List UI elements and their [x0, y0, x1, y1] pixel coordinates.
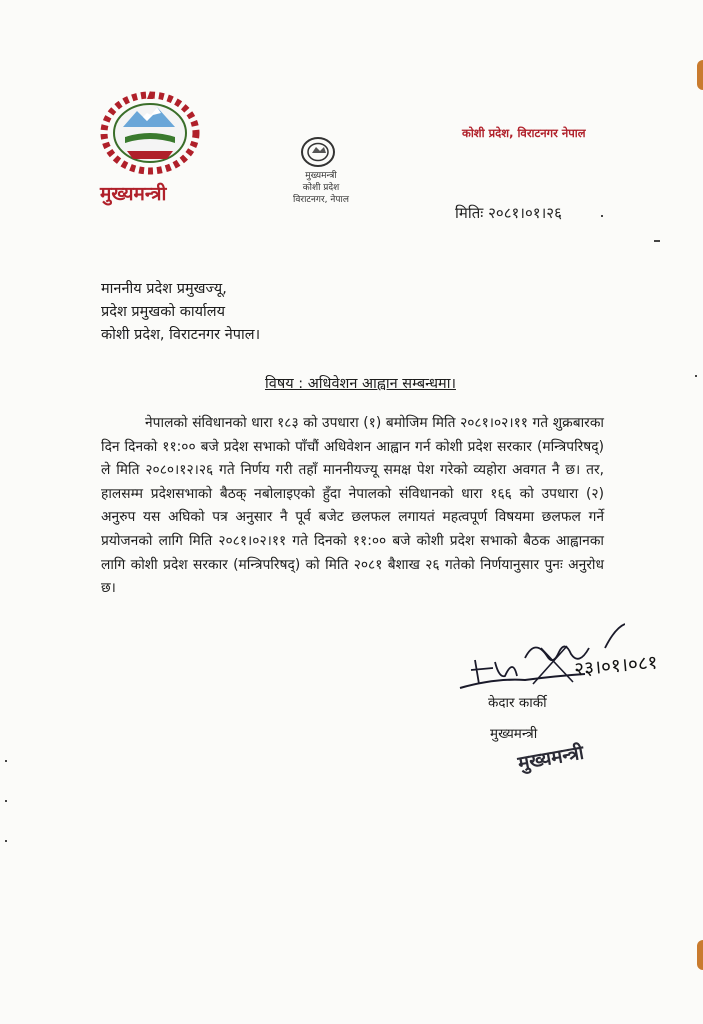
- seal-line-1: मुख्यमन्त्री: [305, 171, 337, 181]
- binder-mark-top: [697, 60, 703, 90]
- binder-mark-bottom: [697, 940, 703, 970]
- office-location: कोशी प्रदेश, विराटनगर नेपाल: [462, 126, 586, 140]
- signer-name: केदार कार्की: [488, 695, 547, 711]
- official-stamp: मुख्यमन्त्री: [516, 741, 586, 775]
- date-label: मितिः: [455, 204, 484, 222]
- addressee-line-2: प्रदेश प्रमुखको कार्यालय: [101, 304, 225, 320]
- paper-speck: [5, 800, 7, 802]
- paper-speck: [5, 760, 7, 762]
- emblem-title: मुख्यमन्त्री: [100, 183, 167, 205]
- paper-speck: [654, 240, 660, 242]
- seal-line-3: विराटनगर, नेपाल: [293, 195, 349, 205]
- paper-speck: [5, 840, 7, 842]
- office-seal-text: [281, 170, 361, 206]
- addressee-line-1: माननीय प्रदेश प्रमुखज्यू,: [101, 281, 227, 297]
- nepal-emblem-icon: [95, 85, 205, 175]
- handwritten-date: २३।०१।०८१: [573, 651, 659, 681]
- office-seal-icon: [298, 135, 338, 169]
- seal-line-2: कोशी प्रदेश: [302, 183, 340, 193]
- signer-title: मुख्यमन्त्री: [490, 726, 538, 742]
- paper-speck: [695, 375, 697, 377]
- paper-speck: [601, 215, 603, 217]
- addressee-block: [101, 278, 260, 347]
- letter-date: [455, 203, 562, 223]
- letter-subject: विषय : अधिवेशन आह्वान सम्बन्धमा।: [265, 376, 456, 392]
- letter-body: नेपालको संविधानको धारा १८३ को उपधारा (१) बमोजिम मिति २०८१।०२।११ गते शुक्रबारका दिन दिनको ११:०० बजे प्रदेश सभाको पाँचौं अधिवेशन आह्वान गर्न कोशी प्रदेश सरकार (मन्त्रिपरिषद्) ले मिति २०८०।१२।२६ गते निर्णय गरी तहाँ माननीयज्यू समक्ष पेश गरेको व्यहोरा अवगत नै छ। तर, हालसम्म प्रदेशसभाको बैठक् नबोलाइएको हुँदा नेपालको संविधानको धारा १६६ को उपधारा (२) अनुरुप यस अघिको पत्र अनुसार नै पूर्व बजेट छलफल लगायतं महत्वपूर्ण विषयमा छलफल गर्ने प्रयोजनको लागि मिति २०८१।०२।११ गते दिनको ११:०० बजे कोशी प्रदेश सभाको बैठक आह्वानका लागि कोशी प्रदेश सरकार (मन्त्रिपरिषद्) को मिति २०८१ बैशाख २६ गतेको निर्णयानुसार पुनः अनुरोध छ।: [101, 415, 604, 597]
- date-value: २०८१।०१।२६: [488, 204, 562, 222]
- addressee-line-3: कोशी प्रदेश, विराटनगर नेपाल।: [101, 327, 261, 343]
